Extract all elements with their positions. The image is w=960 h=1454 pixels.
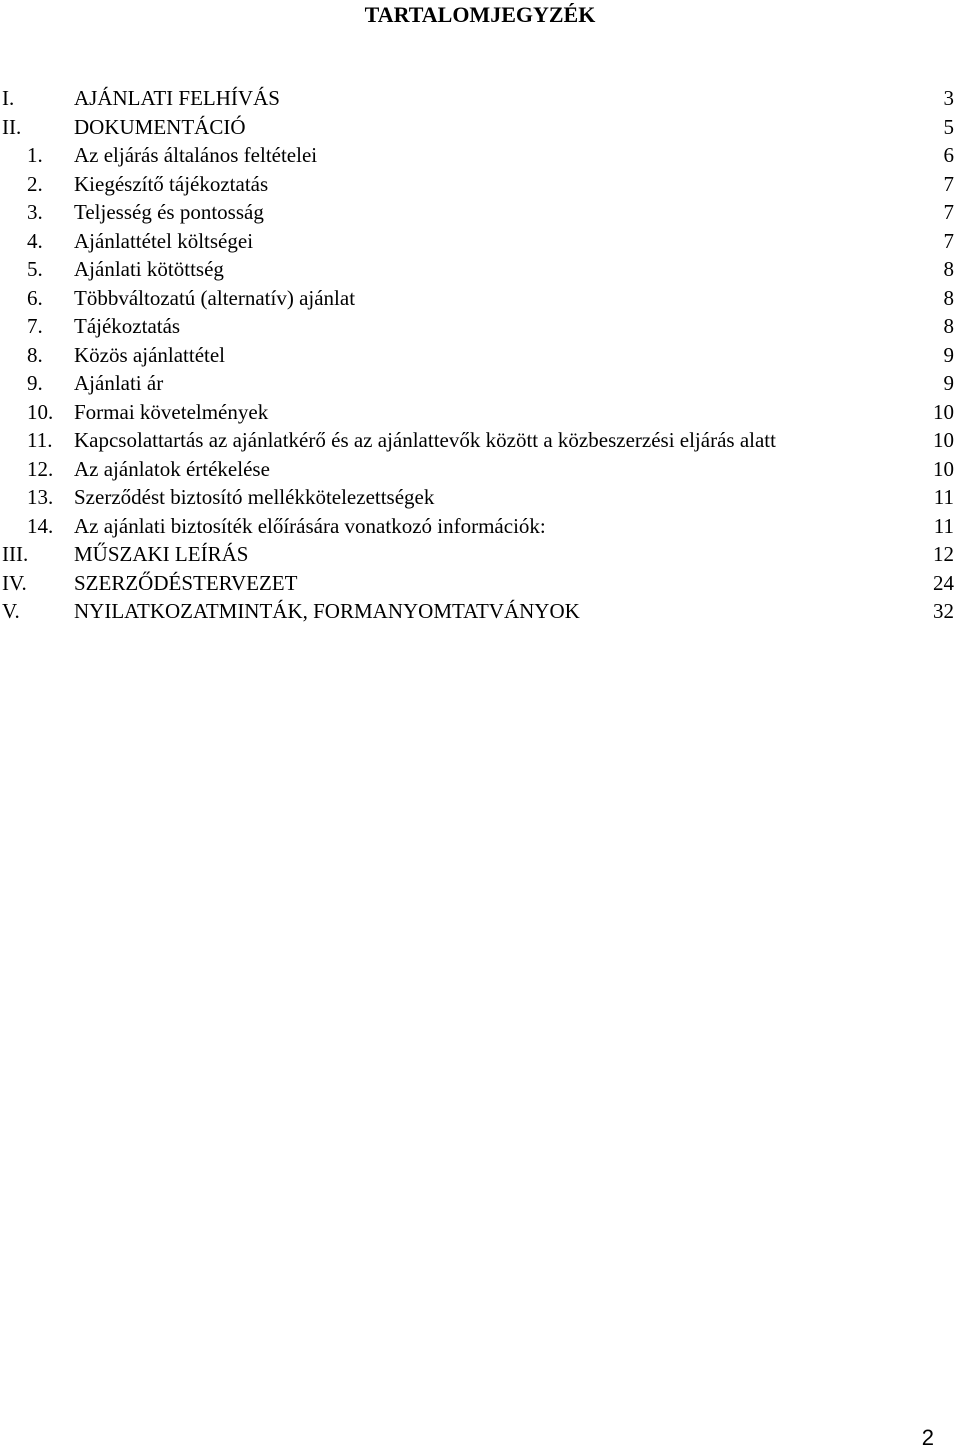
toc-entry-number: 14. xyxy=(27,513,54,538)
toc-entry-label: MŰSZAKI LEÍRÁS xyxy=(74,542,249,566)
toc-entry-page: 10 xyxy=(933,399,954,424)
toc-entry-number: 13. xyxy=(27,485,54,509)
toc-entry-number: 9. xyxy=(27,371,43,395)
toc-entry-number: 6. xyxy=(27,285,43,310)
toc-entry-label: Közös ajánlattétel xyxy=(74,342,226,367)
toc-entry-page: 9 xyxy=(943,342,954,367)
toc-entry-label: Szerződést biztosító mellékkötelezettségek xyxy=(74,485,435,509)
toc-entry[interactable] xyxy=(0,198,960,227)
toc-entry[interactable] xyxy=(0,84,960,113)
toc-entry-page: 8 xyxy=(943,285,954,310)
toc-entry-page: 7 xyxy=(943,171,954,196)
toc-entry-label: Kapcsolattartás az ajánlatkérő és az ajánlattevők között a közbeszerzési eljárás alatt xyxy=(74,428,776,452)
toc-entry-number: 11. xyxy=(27,428,53,452)
toc-entry-page: 7 xyxy=(943,228,954,253)
toc-entry-label: Az ajánlati biztosíték előírására vonatkozó információk: xyxy=(74,513,546,538)
toc-entry-label: AJÁNLATI FELHÍVÁS xyxy=(74,86,280,110)
toc-entry[interactable] xyxy=(0,369,960,398)
toc-entry-page: 11 xyxy=(933,485,954,509)
toc-entry-label: Teljesség és pontosság xyxy=(74,200,264,224)
toc-entry-number: 3. xyxy=(27,200,43,224)
table-of-contents xyxy=(0,84,960,626)
page-title: TARTALOMJEGYZÉK xyxy=(364,2,596,27)
toc-entry[interactable] xyxy=(0,426,960,455)
toc-entry-label: Az ajánlatok értékelése xyxy=(74,456,270,481)
toc-entry-number: IV. xyxy=(2,570,27,595)
toc-entry-number: 10. xyxy=(27,399,54,424)
toc-entry[interactable] xyxy=(0,227,960,256)
toc-entry-number: 1. xyxy=(27,143,43,167)
toc-entry-page: 9 xyxy=(943,371,954,395)
toc-entry[interactable] xyxy=(0,512,960,541)
toc-entry-number: 7. xyxy=(27,314,43,338)
toc-entry-label: NYILATKOZATMINTÁK, FORMANYOMTATVÁNYOK xyxy=(74,599,580,623)
toc-entry[interactable] xyxy=(0,483,960,512)
toc-entry-number: 2. xyxy=(27,171,43,196)
toc-entry[interactable] xyxy=(0,141,960,170)
toc-entry-page: 10 xyxy=(933,428,954,452)
toc-entry-label: Tájékoztatás xyxy=(74,314,181,338)
toc-entry-label: Formai követelmények xyxy=(74,399,269,424)
toc-entry-number: 8. xyxy=(27,342,43,367)
toc-entry[interactable] xyxy=(0,255,960,284)
toc-entry-number: 12. xyxy=(27,456,54,481)
toc-entry[interactable] xyxy=(0,540,960,569)
toc-entry-label: Ajánlattétel költségei xyxy=(74,228,254,253)
toc-entry-page: 6 xyxy=(943,143,954,167)
toc-entry-label: Ajánlati ár xyxy=(74,371,164,395)
toc-entry-number: II. xyxy=(2,114,22,139)
toc-entry-number: III. xyxy=(2,542,29,566)
toc-entry-number: I. xyxy=(2,86,15,110)
toc-entry-page: 12 xyxy=(933,542,954,566)
toc-entry[interactable] xyxy=(0,113,960,142)
toc-entry-label: Ajánlati kötöttség xyxy=(74,257,224,281)
toc-entry-number: 4. xyxy=(27,228,43,253)
toc-entry[interactable] xyxy=(0,284,960,313)
toc-entry-number: 5. xyxy=(27,257,43,281)
toc-entry[interactable] xyxy=(0,341,960,370)
toc-entry-page: 10 xyxy=(933,456,954,481)
toc-entry-page: 7 xyxy=(943,200,954,224)
toc-entry[interactable] xyxy=(0,569,960,598)
toc-entry[interactable] xyxy=(0,597,960,626)
toc-entry[interactable] xyxy=(0,170,960,199)
toc-entry-page: 11 xyxy=(933,513,954,538)
toc-entry-label: Többváltozatú (alternatív) ajánlat xyxy=(74,285,356,310)
toc-entry-label: DOKUMENTÁCIÓ xyxy=(74,114,246,139)
toc-entry[interactable] xyxy=(0,398,960,427)
toc-entry-number: V. xyxy=(2,599,20,623)
toc-entry[interactable] xyxy=(0,455,960,484)
toc-entry-page: 32 xyxy=(933,599,954,623)
toc-entry-label: Az eljárás általános feltételei xyxy=(74,143,318,167)
toc-entry[interactable] xyxy=(0,312,960,341)
toc-entry-page: 8 xyxy=(943,314,954,338)
toc-entry-page: 8 xyxy=(943,257,954,281)
toc-entry-label: Kiegészítő tájékoztatás xyxy=(74,171,269,196)
toc-entry-page: 5 xyxy=(943,114,954,139)
toc-entry-page: 3 xyxy=(943,86,954,110)
page-number: 2 xyxy=(921,1425,934,1450)
toc-entry-page: 24 xyxy=(933,570,954,595)
toc-entry-label: SZERZŐDÉSTERVEZET xyxy=(74,570,298,595)
